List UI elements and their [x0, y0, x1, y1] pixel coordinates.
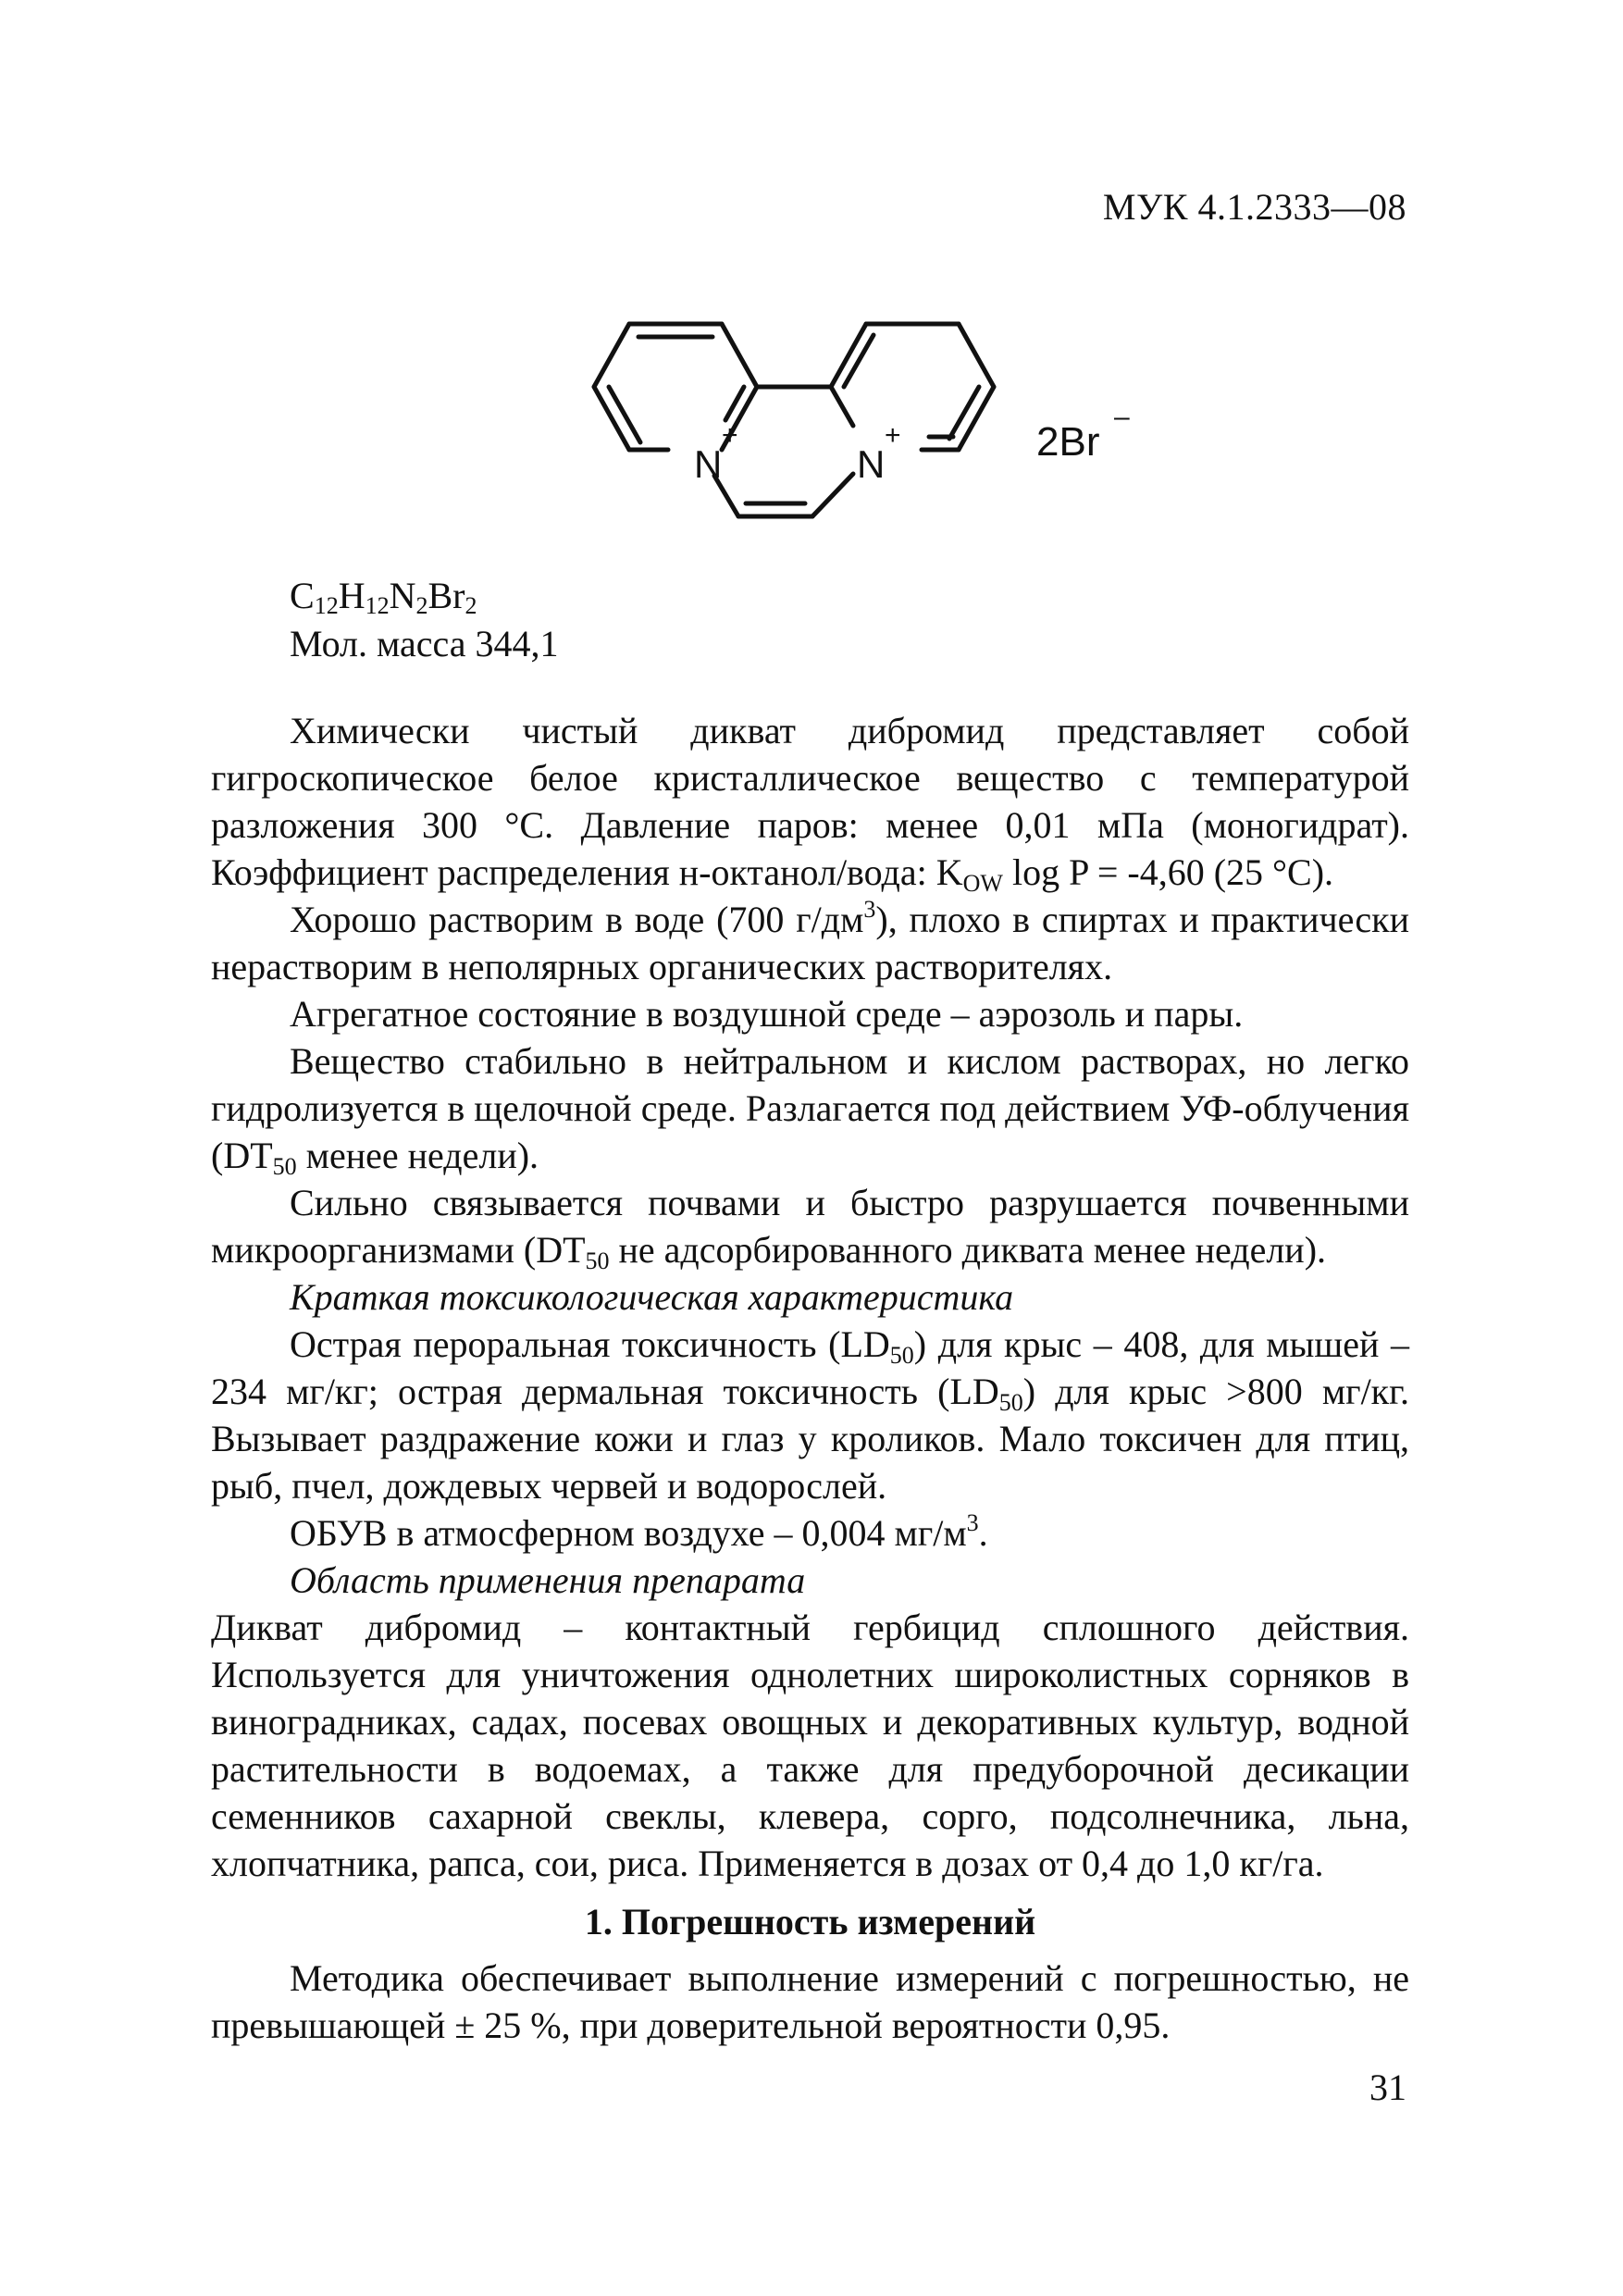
counter-ion-charge: –	[1114, 402, 1130, 432]
toxicology-heading: Краткая токсикологическая характеристика	[290, 1276, 1014, 1318]
molecular-mass: Мол. масса 344,1	[290, 623, 559, 664]
counter-ion-label: 2Br	[1036, 419, 1100, 465]
paragraph-obuv: ОБУВ в атмосферном воздухе – 0,004 $мг/м^3$.	[290, 1509, 988, 1554]
nitrogen-label-right: N	[857, 442, 886, 486]
formula-block	[290, 572, 559, 668]
document-code: МУК 4.1.2333—08	[1102, 186, 1406, 228]
application-heading: Область применения препарата	[290, 1559, 806, 1601]
page-number: 31	[1369, 2066, 1406, 2108]
paragraph-stability: Вещество стабильно в нейтральном и кислом растворах, но легко гидролизуется в щелочной среде. Разлагается под действием УФ-облучения ($DT_{50}$ менее недели).	[211, 1040, 1409, 1180]
paragraph-properties: Химически чистый дикват дибромид представляет собой гигроскопическое белое кристаллическое вещество с температурой разложения 300 °С. Давление паров: менее 0,01 мПа (моногидрат). Коэффициент распределения н-октанол/вода: $K_{OW}$ log P = -4,60 (25 °С).	[211, 710, 1409, 897]
charge-label-left: +	[722, 420, 738, 451]
paragraph-error: Методика обеспечивает выполнение измерений с погрешностью, не превышающей ± 25 %, при доверительной вероятности 0,95.	[211, 1957, 1409, 2046]
diquat-dibromide-structure-icon	[555, 296, 1147, 546]
paragraph-toxicity: Острая пероральная токсичность $(LD_{50})$ для крыс – 408, для мышей – 234 мг/кг; острая дермальная токсичность $(LD_{50})$ для крыс >800 мг/кг. Вызывает раздражение кожи и глаз у кроликов. Мало токсичен для птиц, рыб, пчел, дождевых червей и водорослей.	[211, 1323, 1410, 1507]
paragraph-soil: Сильно связывается почвами и быстро разрушается почвенными микроорганизмами ($DT_{50}$ не адсорбированного диквата менее недели).	[211, 1182, 1409, 1274]
paragraph-solubility: Хорошо растворим в воде (700 $г/дм^3$), плохо в спиртах и практически нерастворим в неполярных органических растворителях.	[211, 896, 1409, 987]
molecular-formula: $C_{12}H_{12}N_2Br_2$	[290, 575, 477, 619]
body-text	[211, 707, 1409, 2049]
nitrogen-label-left: N	[694, 442, 723, 486]
section-heading: 1. Погрешность измерений	[584, 1901, 1036, 1942]
charge-label-right: +	[885, 420, 901, 451]
paragraph-aggregate-state: Агрегатное состояние в воздушной среде – аэрозоль и пары.	[290, 993, 1244, 1035]
paragraph-application: Дикват дибромид – контактный гербицид сплошного действия. Используется для уничтожения однолетних широколистных сорняков в виноградниках, садах, посевах овощных и декоративных культур, водной растительности в водоемах, а также для предуборочной десикации семенников сахарной свеклы, клевера, сорго, подсолнечника, льна, хлопчатника, рапса, сои, риса. Применяется в дозах от 0,4 до 1,0 кг/га.	[211, 1607, 1409, 1884]
